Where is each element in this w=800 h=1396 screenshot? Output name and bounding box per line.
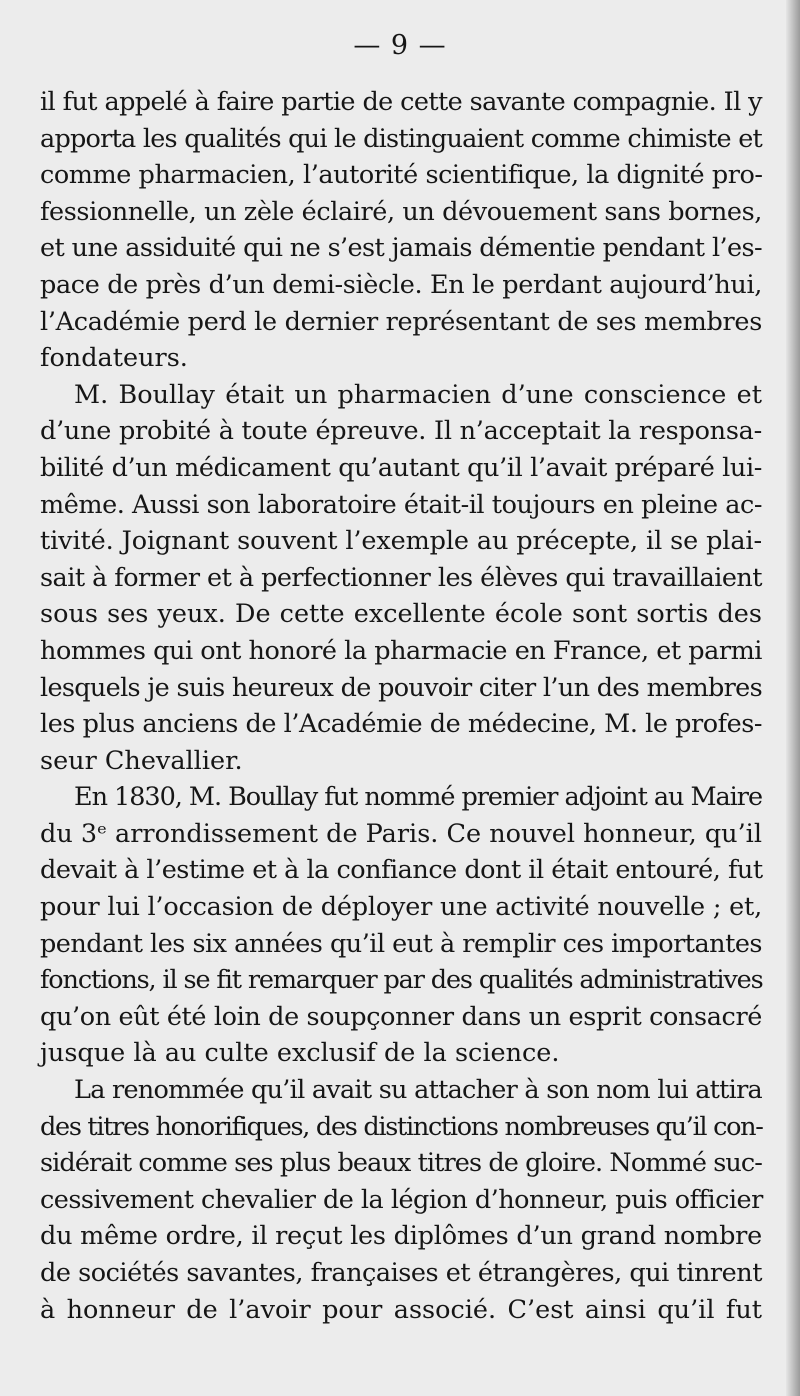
page-number: — 9 — bbox=[353, 30, 447, 61]
text-line: sidérait comme ses plus beaux titres de gloire. Nommé suc- bbox=[40, 1148, 762, 1179]
text-line: des titres honorifiques, des distinctions nombreuses qu’il con- bbox=[40, 1111, 763, 1142]
paragraph-start-line: En 1830, M. Boullay fut nommé premier adjoint au Maire bbox=[74, 782, 762, 813]
text-line: qu’on eût été loin de soupçonner dans un esprit consacré bbox=[40, 1001, 762, 1032]
text-line: seur Chevallier. bbox=[40, 745, 243, 776]
paragraph-start-line: M. Boullay était un pharmacien d’une conscience et bbox=[74, 379, 762, 410]
page-edge-shadow bbox=[786, 0, 800, 1396]
text-line: sous ses yeux. De cette excellente école sont sortis des bbox=[40, 599, 762, 630]
text-line: il fut appelé à faire partie de cette savante compagnie. Il y bbox=[40, 87, 762, 117]
text-line: pace de près d’un demi-siècle. En le perdant aujourd’hui, bbox=[40, 269, 762, 300]
text-line: pour lui l’occasion de déployer une activité nouvelle ; et, bbox=[40, 892, 762, 923]
body-text bbox=[40, 84, 762, 1328]
text-line: à honneur de l’avoir pour associé. C’est ainsi qu’il fut bbox=[40, 1294, 762, 1325]
text-line: fonctions, il se fit remarquer par des qualités administratives bbox=[40, 965, 763, 996]
text-line: jusque là au culte exclusif de la science. bbox=[40, 1038, 560, 1069]
text-line: et une assiduité qui ne s’est jamais démentie pendant l’es- bbox=[40, 233, 762, 264]
text-line: du même ordre, il reçut les diplômes d’un grand nombre bbox=[40, 1221, 762, 1252]
text-line: du 3ᵉ arrondissement de Paris. Ce nouvel honneur, qu’il bbox=[40, 818, 762, 849]
paragraph-start-line: La renommée qu’il avait su attacher à son nom lui attira bbox=[74, 1075, 762, 1106]
text-line: de sociétés savantes, françaises et étrangères, qui tinrent bbox=[40, 1258, 762, 1288]
text-line: fondateurs. bbox=[40, 343, 188, 374]
text-line: l’Académie perd le dernier représentant de ses membres bbox=[40, 306, 762, 337]
text-line: même. Aussi son laboratoire était-il toujours en pleine ac- bbox=[40, 489, 762, 520]
text-line: d’une probité à toute épreuve. Il n’acceptait la responsa- bbox=[40, 416, 762, 447]
text-line: sait à former et à perfectionner les élèves qui travaillaient bbox=[40, 562, 762, 593]
text-line: pendant les six années qu’il eut à remplir ces importantes bbox=[40, 928, 762, 959]
text-line: comme pharmacien, l’autorité scientifique, la dignité pro- bbox=[40, 160, 763, 191]
text-line: apporta les qualités qui le distinguaient comme chimiste et bbox=[40, 123, 762, 154]
text-line: devait à l’estime et à la confiance dont il était entouré, fut bbox=[40, 855, 763, 886]
text-line: lesquels je suis heureux de pouvoir citer l’un des membres bbox=[40, 672, 762, 703]
text-line: tivité. Joignant souvent l’exemple au précepte, il se plai- bbox=[40, 526, 762, 557]
text-line: les plus anciens de l’Académie de médecine, M. le profes- bbox=[40, 709, 762, 740]
text-line: cessivement chevalier de la légion d’honneur, puis officier bbox=[40, 1184, 763, 1215]
text-line: bilité d’un médicament qu’autant qu’il l’avait préparé lui- bbox=[40, 452, 762, 483]
text-line: fessionnelle, un zèle éclairé, un dévouement sans bornes, bbox=[40, 196, 762, 227]
text-line: hommes qui ont honoré la pharmacie en France, et parmi bbox=[40, 635, 762, 666]
